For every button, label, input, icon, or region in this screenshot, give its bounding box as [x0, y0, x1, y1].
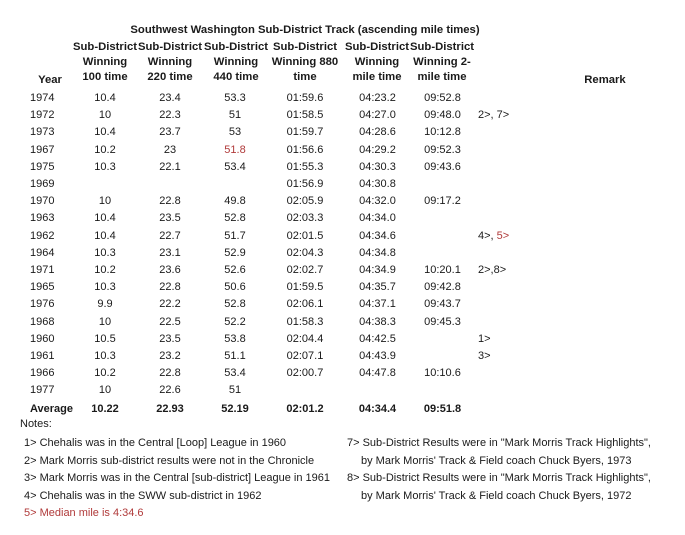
cell-mile: 04:38.3 [359, 315, 396, 328]
header-line: Sub-District [344, 41, 410, 53]
average-t440: 52.19 [221, 402, 249, 415]
header-line: Winning [354, 56, 400, 68]
cell-t220: 23.5 [159, 212, 181, 225]
table-row [0, 230, 685, 247]
cell-t880: 01:59.6 [286, 92, 324, 104]
header-880-time [268, 40, 342, 85]
cell-t100: 10.4 [94, 229, 116, 242]
header-line: Sub-District [409, 41, 475, 53]
cell-year: 1961 [30, 350, 55, 362]
cell-mile: 04:37.1 [359, 298, 396, 311]
cell-t880: 01:58.3 [286, 315, 324, 328]
cell-mile: 04:34.8 [359, 246, 396, 259]
header-line: Sub-District [203, 41, 269, 53]
cell-two-mile: 09:17.2 [424, 195, 461, 208]
cell-t220: 23.2 [159, 350, 181, 362]
cell-t440: 53.4 [224, 160, 246, 173]
cell-t880: 02:02.7 [286, 264, 324, 276]
cell-t880: 02:04.4 [286, 332, 324, 345]
cell-two-mile: 09:48.0 [424, 109, 461, 122]
header-line: Winning [147, 56, 193, 68]
table-row [0, 247, 685, 264]
header-440-time [202, 40, 270, 85]
cell-t880: 01:56.9 [286, 178, 324, 190]
header-line: 440 time [213, 71, 259, 83]
cell-two-mile: 09:43.7 [424, 298, 461, 311]
note-item: 2> Mark Morris sub-district results were not in the Chronicle [24, 454, 315, 467]
table-row-average [0, 403, 685, 420]
header-220-time [136, 40, 204, 85]
cell-two-mile: 09:52.8 [424, 92, 461, 104]
header-remark [570, 73, 640, 88]
cell-t440: 49.8 [224, 195, 246, 208]
cell-t880: 02:07.1 [286, 350, 324, 362]
note-item: 4> Chehalis was in the SWW sub-district in 1962 [24, 489, 262, 502]
cell-t880: 02:04.3 [286, 246, 324, 259]
cell-t220: 23.5 [159, 332, 181, 345]
note-item: 3> Mark Morris was in the Central [sub-district] League in 1961 [24, 472, 331, 484]
cell-t220: 22.5 [159, 315, 181, 328]
cell-t440: 51.1 [224, 350, 246, 362]
cell-two-mile: 09:42.8 [424, 281, 461, 294]
cell-two-mile: 09:52.3 [424, 143, 461, 156]
cell-year: 1973 [30, 126, 55, 139]
cell-t220: 23.6 [159, 264, 181, 276]
average-label: Average [30, 402, 74, 415]
cell-t100: 10 [98, 195, 112, 208]
cell-two-mile: 10:20.1 [424, 264, 461, 276]
cell-mile: 04:27.0 [359, 109, 396, 122]
table-row [0, 298, 685, 315]
cell-t100: 10.4 [94, 92, 116, 104]
cell-year: 1971 [30, 264, 55, 276]
table-row [0, 144, 685, 161]
remark-text-highlight: 5> [496, 229, 510, 242]
header-line: mile time [352, 71, 402, 83]
cell-t440: 51.7 [224, 229, 246, 242]
cell-year: 1977 [30, 384, 55, 397]
cell-t220: 23 [163, 143, 177, 156]
table-row [0, 367, 685, 384]
cell-t440: 53 [228, 126, 242, 139]
cell-year: 1965 [30, 281, 55, 294]
remark-text: 3> [478, 350, 491, 362]
cell-t440: 53.8 [224, 332, 246, 345]
header-line: time [293, 71, 317, 83]
header-2-mile-time [409, 40, 475, 85]
cell-mile: 04:47.8 [359, 367, 396, 380]
cell-t100: 10.3 [94, 160, 116, 173]
cell-t440: 53.3 [224, 92, 246, 104]
cell-t880: 02:00.7 [286, 367, 324, 380]
cell-year: 1969 [30, 178, 55, 190]
cell-year: 1967 [30, 143, 55, 156]
cell-t220: 22.8 [159, 195, 181, 208]
cell-mile: 04:29.2 [359, 143, 396, 156]
cell-t100: 9.9 [97, 298, 113, 311]
cell-remark [478, 333, 538, 345]
cell-t220: 22.1 [159, 160, 181, 173]
header-mile-time [343, 40, 411, 85]
cell-t100: 10 [98, 315, 112, 328]
cell-year: 1970 [30, 195, 55, 208]
cell-year: 1966 [30, 367, 55, 380]
cell-t220: 22.3 [159, 109, 181, 122]
table-row [0, 195, 685, 212]
header-line: 100 time [82, 71, 128, 83]
header-line: 220 time [147, 71, 193, 83]
header-line: Winning [82, 56, 128, 68]
cell-t100: 10.4 [94, 126, 116, 139]
table-row [0, 281, 685, 298]
cell-mile: 04:32.0 [359, 195, 396, 208]
cell-year: 1974 [30, 92, 55, 104]
cell-two-mile: 10:10.6 [424, 367, 461, 380]
note-item: 8> Sub-District Results were in "Mark Morris Track Highlights", [347, 472, 651, 484]
header-line: Winning [213, 56, 259, 68]
cell-t880: 01:58.5 [286, 109, 324, 122]
cell-t220: 23.1 [159, 246, 181, 259]
remark-text: 1> [478, 332, 491, 345]
cell-t440: 52.8 [224, 298, 246, 311]
cell-t440: 52.2 [224, 315, 246, 328]
cell-mile: 04:35.7 [359, 281, 396, 294]
average-t100: 10.22 [91, 402, 119, 415]
cell-mile: 04:23.2 [359, 92, 396, 104]
cell-t220: 22.8 [159, 281, 181, 294]
table-row [0, 161, 685, 178]
note-item: 5> Median mile is 4:34.6 [24, 507, 144, 519]
cell-year: 1963 [30, 212, 55, 225]
cell-remark [478, 230, 538, 242]
header-line: Sub-District [272, 41, 338, 53]
average-t220: 22.93 [156, 402, 184, 415]
cell-t440: 52.9 [224, 246, 246, 259]
cell-year: 1968 [30, 315, 55, 328]
cell-t880: 02:05.9 [286, 195, 324, 208]
cell-t440: 51 [228, 109, 242, 122]
cell-year: 1972 [30, 109, 55, 122]
average-two-mile: 09:51.8 [423, 402, 462, 415]
cell-two-mile: 09:45.3 [424, 315, 461, 328]
table-row [0, 316, 685, 333]
cell-mile: 04:34.0 [359, 212, 396, 225]
cell-two-mile: 09:43.6 [424, 160, 461, 173]
cell-t100: 10.5 [94, 332, 116, 345]
cell-t880: 02:06.1 [286, 298, 324, 311]
cell-t100: 10 [98, 384, 112, 397]
table-row [0, 384, 685, 401]
header-year [30, 73, 70, 88]
cell-remark [478, 264, 538, 276]
cell-t220: 22.8 [159, 367, 181, 380]
header-line: Winning 880 [271, 56, 339, 68]
average-t880: 02:01.2 [286, 402, 324, 415]
cell-year: 1975 [30, 160, 55, 173]
cell-t440: 53.4 [224, 367, 246, 380]
cell-year: 1962 [30, 229, 55, 242]
table-title: Southwest Washington Sub-District Track (ascending mile times) [130, 24, 480, 36]
cell-t880: 02:01.5 [286, 229, 324, 242]
remark-text: 2>,8> [478, 264, 507, 276]
note-item: 7> Sub-District Results were in "Mark Morris Track Highlights", [347, 437, 651, 449]
remark-text: 4>, [478, 229, 497, 242]
cell-t440: 51.8 [224, 143, 246, 156]
cell-mile: 04:28.6 [359, 126, 396, 139]
cell-t440: 50.6 [224, 281, 246, 294]
cell-t100: 10.2 [94, 143, 116, 156]
cell-t440: 52.6 [224, 264, 246, 276]
table-row [0, 109, 685, 126]
cell-t100: 10.4 [94, 212, 116, 225]
header-line: Winning 2- [413, 56, 471, 68]
header-line: Year [38, 74, 62, 86]
cell-t880: 01:55.3 [286, 160, 324, 173]
header-line: mile time [417, 71, 467, 83]
remark-text: 2>, 7> [478, 109, 510, 122]
table-row [0, 264, 685, 281]
cell-t220: 22.6 [159, 384, 181, 397]
cell-t220: 22.2 [159, 298, 181, 311]
table-row [0, 178, 685, 195]
cell-t880: 01:56.6 [286, 143, 324, 156]
table-row [0, 126, 685, 143]
cell-t220: 23.4 [159, 92, 181, 104]
cell-t220: 22.7 [159, 229, 181, 242]
header-100-time [70, 40, 140, 85]
cell-t100: 10.3 [94, 350, 116, 362]
cell-mile: 04:34.9 [359, 264, 396, 276]
cell-t220: 23.7 [159, 126, 181, 139]
header-line: Remark [584, 74, 626, 86]
note-item: by Mark Morris' Track & Field coach Chuck Byers, 1972 [361, 489, 632, 502]
cell-year: 1960 [30, 332, 55, 345]
note-item: 1> Chehalis was in the Central [Loop] League in 1960 [24, 437, 287, 449]
cell-t100: 10.3 [94, 246, 116, 259]
cell-year: 1976 [30, 298, 55, 311]
cell-mile: 04:42.5 [359, 332, 396, 345]
cell-t880: 02:03.3 [286, 212, 324, 225]
cell-mile: 04:43.9 [359, 350, 396, 362]
cell-t100: 10.3 [94, 281, 116, 294]
table-row [0, 92, 685, 109]
cell-t440: 52.8 [224, 212, 246, 225]
cell-t100: 10.2 [94, 367, 116, 380]
cell-t100: 10.2 [94, 264, 116, 276]
cell-remark [478, 109, 538, 121]
header-line: Sub-District [137, 41, 203, 53]
cell-t880: 01:59.7 [286, 126, 324, 139]
cell-t880: 01:59.5 [286, 281, 324, 294]
cell-year: 1964 [30, 246, 55, 259]
cell-remark [478, 350, 538, 362]
table-row [0, 350, 685, 367]
header-line: Sub-District [72, 41, 138, 53]
cell-mile: 04:30.8 [359, 178, 396, 190]
table-row [0, 212, 685, 229]
note-item: by Mark Morris' Track & Field coach Chuck Byers, 1973 [361, 454, 632, 467]
average-mile: 04:34.4 [358, 402, 397, 415]
notes-title: Notes: [20, 418, 52, 430]
cell-t440: 51 [228, 384, 242, 397]
cell-mile: 04:34.6 [359, 229, 396, 242]
cell-two-mile: 10:12.8 [424, 126, 461, 139]
cell-t100: 10 [98, 109, 112, 122]
cell-mile: 04:30.3 [359, 160, 396, 173]
table-row [0, 333, 685, 350]
